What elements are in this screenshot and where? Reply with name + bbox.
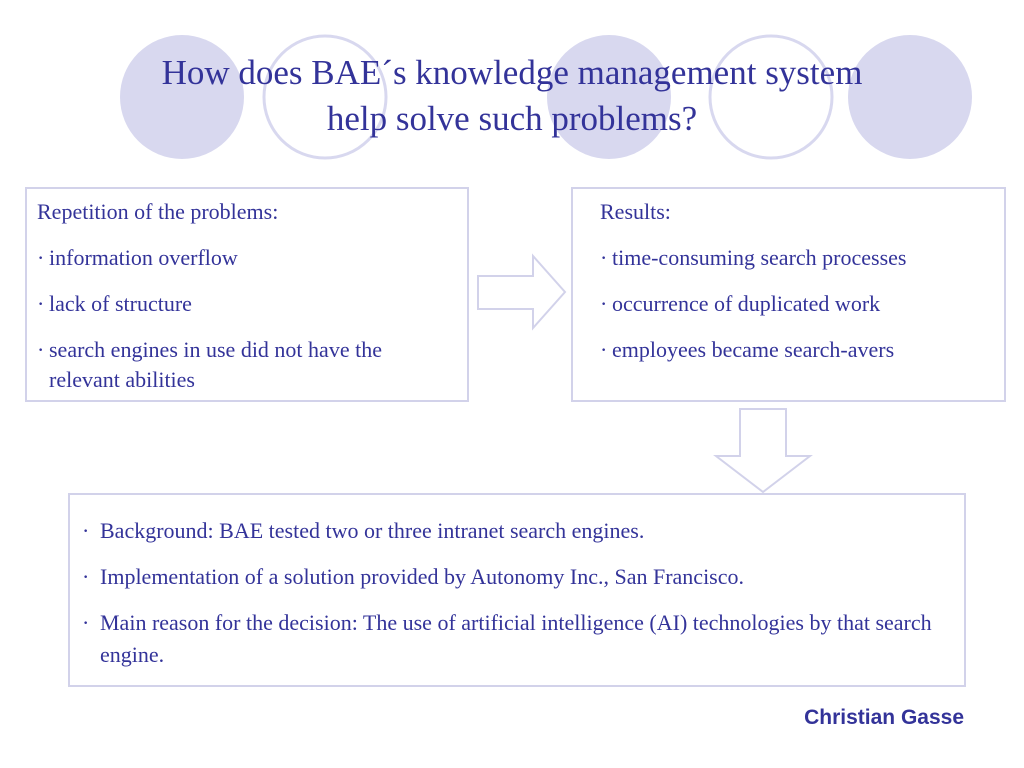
right-arrow-icon bbox=[478, 256, 565, 328]
bullet-icon: · bbox=[82, 518, 90, 543]
bullet-icon: · bbox=[82, 610, 90, 635]
list-item: · Implementation of a solution provided by Autonomy Inc., San Francisco. bbox=[82, 561, 948, 593]
bullet-icon: · bbox=[600, 291, 608, 316]
bullet-icon: · bbox=[600, 337, 608, 362]
list-item: · occurrence of duplicated work bbox=[600, 289, 994, 319]
list-item: · time-consuming search processes bbox=[600, 243, 994, 273]
problems-box bbox=[25, 187, 469, 402]
list-item: · search engines in use did not have the relevant abilities bbox=[37, 335, 457, 395]
slide-title bbox=[60, 50, 964, 142]
results-box bbox=[571, 187, 1006, 402]
list-item: · Background: BAE tested two or three intranet search engines. bbox=[82, 515, 948, 547]
bullet-icon: · bbox=[37, 245, 45, 270]
bullet-icon: · bbox=[37, 337, 45, 362]
down-arrow-icon bbox=[716, 409, 810, 492]
details-box bbox=[68, 493, 966, 687]
author-name: Christian Gasse bbox=[804, 706, 964, 729]
title-line-2: help solve such problems? bbox=[326, 99, 698, 138]
list-item: · information overflow bbox=[37, 243, 457, 273]
title-line-1: How does BAE´s knowledge management system bbox=[161, 53, 863, 92]
problems-heading: Repetition of the problems: bbox=[37, 199, 279, 224]
list-item: · employees became search-avers bbox=[600, 335, 994, 365]
list-item: · lack of structure bbox=[37, 289, 457, 319]
bullet-icon: · bbox=[37, 291, 45, 316]
bullet-icon: · bbox=[600, 245, 608, 270]
bullet-icon: · bbox=[82, 564, 90, 589]
list-item: · Main reason for the decision: The use of artificial intelligence (AI) technologies by that search engine. bbox=[82, 607, 948, 671]
results-heading: Results: bbox=[600, 199, 671, 224]
